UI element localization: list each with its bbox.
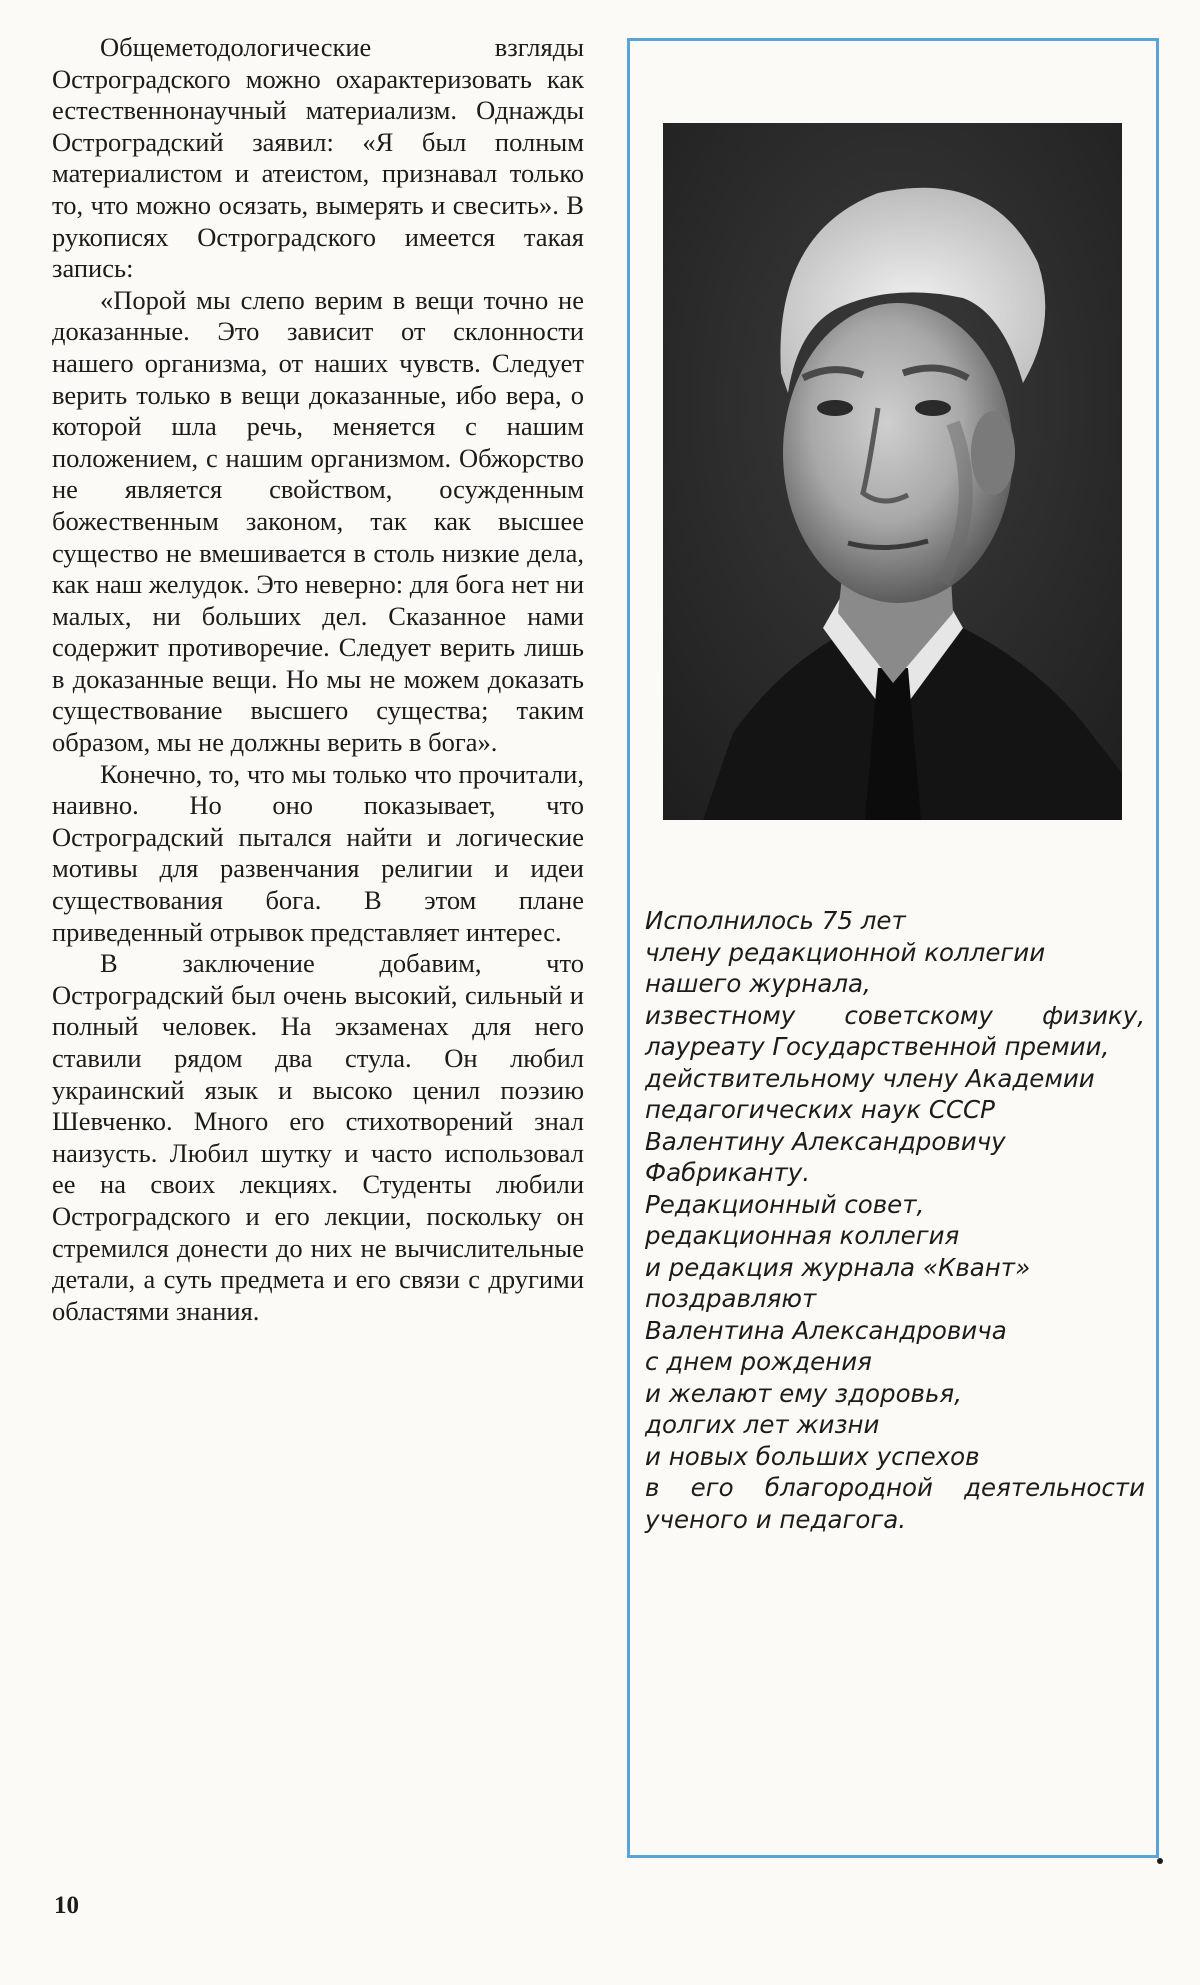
tribute-line: Исполнилось 75 лет bbox=[645, 906, 906, 935]
article-paragraph: Общеметодологические взгляды Остроградского можно охарактеризовать как естественнонаучный материализм. Однажды Остроградский заявил: «Я был полным материалистом и атеистом, признавал только то, что можно осязать, вымерять и свесить». В рукописях Остроградского имеется такая запись: bbox=[52, 32, 584, 284]
tribute-line: известному советскому физику, bbox=[645, 1000, 1145, 1030]
tribute-line: педагогических наук СССР bbox=[645, 1095, 995, 1124]
tribute-line: и новых больших успехов bbox=[645, 1441, 980, 1471]
tribute-line: ученого и педагога. bbox=[645, 1504, 906, 1534]
tribute-text bbox=[645, 905, 1145, 1535]
article-paragraph: В заключение добавим, что Остроградский был очень высокий, сильный и полный человек. На экзаменах для него ставили рядом два стула. Он любил украинский язык и высоко ценил поэзию Шевченко. Много его стихотворений знал наизусть. Любил шутку и часто использовал ее на своих лекциях. Студенты любили Остроградского и его лекции, поскольку он стремился донести до них не вычислительные детали, а суть предмета и его связи с другими областями знания. bbox=[52, 948, 584, 1326]
tribute-line: Валентину Александровичу bbox=[645, 1126, 1006, 1156]
tribute-line: члену редакционной коллегии bbox=[645, 937, 1046, 967]
tribute-line: редакционная коллегия bbox=[645, 1221, 960, 1250]
tribute-frame bbox=[627, 38, 1159, 1858]
tribute-line: и редакция журнала «Квант» bbox=[645, 1252, 1031, 1282]
tribute-line: и желают ему здоровья, bbox=[645, 1378, 962, 1408]
tribute-line: поздравляют bbox=[645, 1284, 817, 1313]
portrait-photo bbox=[663, 123, 1122, 820]
tribute-line: Валентина Александровича bbox=[645, 1315, 1007, 1345]
page-number: 10 bbox=[54, 1892, 79, 1919]
tribute-line: в его благородной деятельности bbox=[645, 1473, 1145, 1502]
tribute-line: Фабриканту. bbox=[645, 1158, 811, 1187]
article-text-column bbox=[52, 32, 584, 1327]
tribute-line: с днем рождения bbox=[645, 1347, 872, 1376]
tribute-line: Редакционный совет, bbox=[645, 1189, 925, 1219]
article-paragraph: «Порой мы слепо верим в вещи точно не доказанные. Это зависит от склонности нашего организма, от наших чувств. Следует верить только в вещи доказанные, ибо вера, о которой шла речь, меняется с нашим положением, с нашим организмом. Обжорство не является свойством, осужденным божественным законом, так как высшее существо не вмешивается в столь низкие дела, как наш желудок. Это неверно: для бога нет ни малых, ни больших дел. Сказанное нами содержит противоречие. Следует верить лишь в доказанные вещи. Но мы не можем доказать существование высшего существа; таким образом, мы не должны верить в бога». bbox=[52, 284, 584, 758]
tribute-line: нашего журнала, bbox=[645, 969, 871, 998]
tribute-line: действительному члену Академии bbox=[645, 1063, 1095, 1093]
article-paragraph: Конечно, то, что мы только что прочитали, наивно. Но оно показывает, что Остроградский пытался найти и логические мотивы для развенчания религии и идеи существования бога. В этом плане приведенный отрывок представляет интерес. bbox=[52, 758, 584, 947]
tribute-line: лауреату Государственной премии, bbox=[645, 1032, 1110, 1061]
portrait-illustration bbox=[663, 123, 1122, 820]
tribute-line: долгих лет жизни bbox=[645, 1410, 880, 1439]
